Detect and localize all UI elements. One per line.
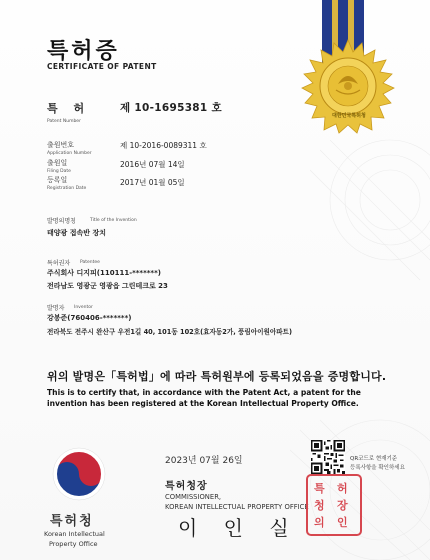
application-number: 제 10-2016-0089311 호 — [120, 141, 207, 150]
application-label-en: Application Number — [47, 151, 92, 156]
certification-statement-ko: 위의 발명은「특허법」에 따라 특허원부에 등록되었음을 증명합니다. — [47, 370, 387, 383]
certificate-title-en: CERTIFICATE OF PATENT — [47, 62, 157, 71]
patentee-label: 특허권자 — [47, 260, 71, 267]
commissioner-title: 특허청장 — [165, 481, 208, 492]
invention-label: 발명의명칭 — [47, 218, 76, 225]
medal-text: 대한민국특허청 — [332, 113, 366, 119]
seal-char-2: 허 — [337, 482, 348, 495]
patent-number: 제 10-1695381 호 — [120, 102, 222, 114]
seal-char-4: 장 — [337, 499, 348, 512]
patent-label-en: Patent Number — [47, 119, 81, 124]
qr-instruction-line1: QR코드로 현재기준 — [350, 456, 398, 462]
application-label: 출원번호 — [47, 141, 75, 149]
issue-date: 2023년 07월 26일 — [165, 456, 243, 466]
inventor-label: 발명자 — [47, 305, 65, 312]
certificate-title: 특허증 — [47, 39, 120, 64]
qr-code[interactable] — [311, 440, 345, 474]
registration-date: 2017년 01월 05일 — [120, 178, 185, 187]
commissioner-title-en-line2: KOREAN INTELLECTUAL PROPERTY OFFICE — [165, 503, 309, 511]
commissioner-name: 이 인 실 — [178, 516, 299, 540]
registration-date-label-en: Registration Date — [47, 186, 87, 191]
seal-char-6: 인 — [337, 516, 348, 529]
inventor-label-en: Inventor — [74, 305, 93, 310]
kipo-name-en-line1: Korean Intellectual — [44, 530, 105, 538]
official-red-seal — [306, 474, 362, 536]
filing-date-label-en: Filing Date — [47, 169, 71, 174]
invention-label-en: Title of the Invention — [90, 218, 137, 223]
qr-instruction-line2: 등록사항을 확인하세요 — [350, 465, 405, 471]
certification-statement-en: This is to certify that, in accordance with the Patent Act, a patent for the invention has been registered at the Korean Intellectual Property Office. — [47, 388, 361, 408]
inventor-name: 강봉준(760406-*******) — [47, 314, 132, 322]
seal-char-1: 특 — [314, 482, 325, 495]
patentee-address: 전라남도 영광군 영광읍 그린테크로 23 — [47, 282, 168, 290]
registration-date-label: 등록일 — [47, 176, 68, 184]
kipo-name: 특허청 — [50, 514, 94, 529]
patentee-label-en: Patentee — [80, 260, 100, 265]
filing-date-label: 출원일 — [47, 159, 68, 167]
seal-char-5: 의 — [314, 516, 325, 529]
patentee-name: 주식회사 디지피(110111-*******) — [47, 269, 161, 277]
inventor-address: 전라북도 전주시 완산구 우전1길 40, 101동 102호(효자동2가, 풍림아이원아파트) — [47, 328, 292, 336]
filing-date: 2016년 07월 14일 — [120, 160, 185, 169]
commissioner-title-en-line1: COMMISSIONER, — [165, 493, 222, 501]
kipo-name-en-line2: Property Office — [49, 540, 98, 548]
gold-medal-seal — [300, 38, 396, 134]
kipo-taegeuk-logo — [52, 447, 106, 501]
patent-label: 특 허 — [47, 102, 91, 115]
seal-char-3: 청 — [314, 499, 325, 512]
invention-title: 태양광 접속반 장치 — [47, 229, 106, 237]
